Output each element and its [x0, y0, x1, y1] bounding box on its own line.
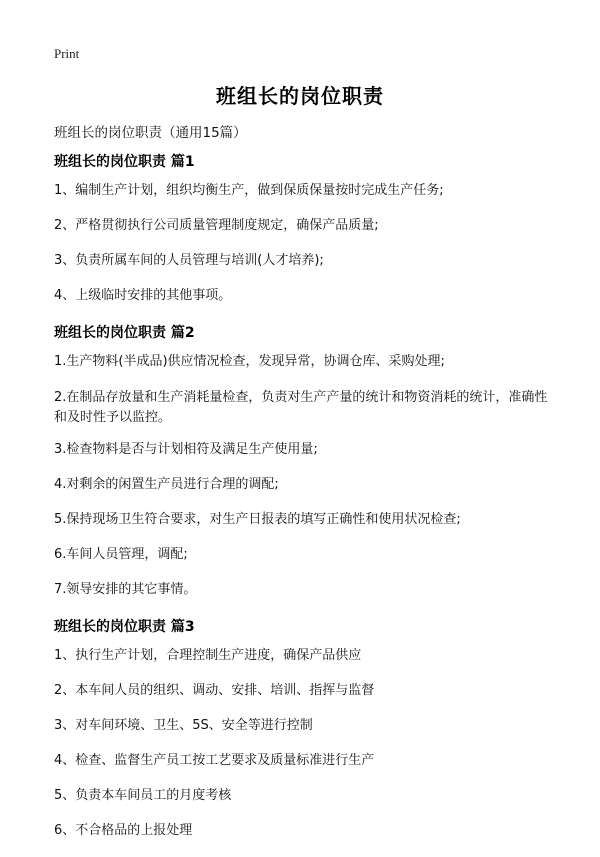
- page-title: 班组长的岗位职责: [216, 84, 384, 108]
- print-link[interactable]: Print: [54, 46, 80, 61]
- section-heading: 班组长的岗位职责 篇1: [54, 154, 195, 170]
- list-item: 1.生产物料(半成品)供应情况检查，发现异常，协调仓库、采购处理;: [54, 354, 445, 369]
- list-item: 4、上级临时安排的其他事项。: [54, 288, 232, 303]
- list-item: 4.对剩余的闲置生产员进行合理的调配;: [54, 477, 279, 492]
- section-heading: 班组长的岗位职责 篇3: [54, 619, 195, 635]
- list-item: 2、严格贯彻执行公司质量管理制度规定，确保产品质量;: [54, 218, 379, 233]
- list-item: 3、对车间环境、卫生、5S、安全等进行控制: [54, 718, 313, 733]
- list-item: 6.车间人员管理，调配;: [54, 547, 188, 562]
- list-item: 1、执行生产计划，合理控制生产进度，确保产品供应: [54, 648, 362, 663]
- list-item: 6、不合格品的上报处理: [54, 823, 193, 838]
- list-item: 3.检查物料是否与计划相符及满足生产使用量;: [54, 442, 318, 457]
- list-item: 5、负责本车间员工的月度考核: [54, 788, 232, 803]
- list-item: 7.领导安排的其它事情。: [54, 582, 197, 597]
- document-subtitle: 班组长的岗位职责（通用15篇）: [54, 125, 247, 141]
- document-body: [54, 151, 554, 857]
- section-1: [54, 151, 554, 305]
- list-item: 2.在制品存放量和生产消耗量检查，负责对生产产量的统计和物资消耗的统计，准确性和及时性予以监控。: [54, 390, 548, 425]
- list-item: 5.保持现场卫生符合要求，对生产日报表的填写正确性和使用状况检查;: [54, 512, 461, 527]
- section-heading: 班组长的岗位职责 篇2: [54, 325, 195, 341]
- list-item: 1、编制生产计划，组织均衡生产，做到保质保量按时完成生产任务;: [54, 183, 444, 198]
- section-2: [54, 322, 554, 599]
- list-item: 2、本车间人员的组织、调动、安排、培训、指挥与监督: [54, 683, 375, 698]
- list-item: 3、负责所属车间的人员管理与培训(人才培养);: [54, 253, 324, 268]
- section-3: [54, 616, 554, 840]
- list-item: 4、检查、监督生产员工按工艺要求及质量标准进行生产: [54, 753, 375, 768]
